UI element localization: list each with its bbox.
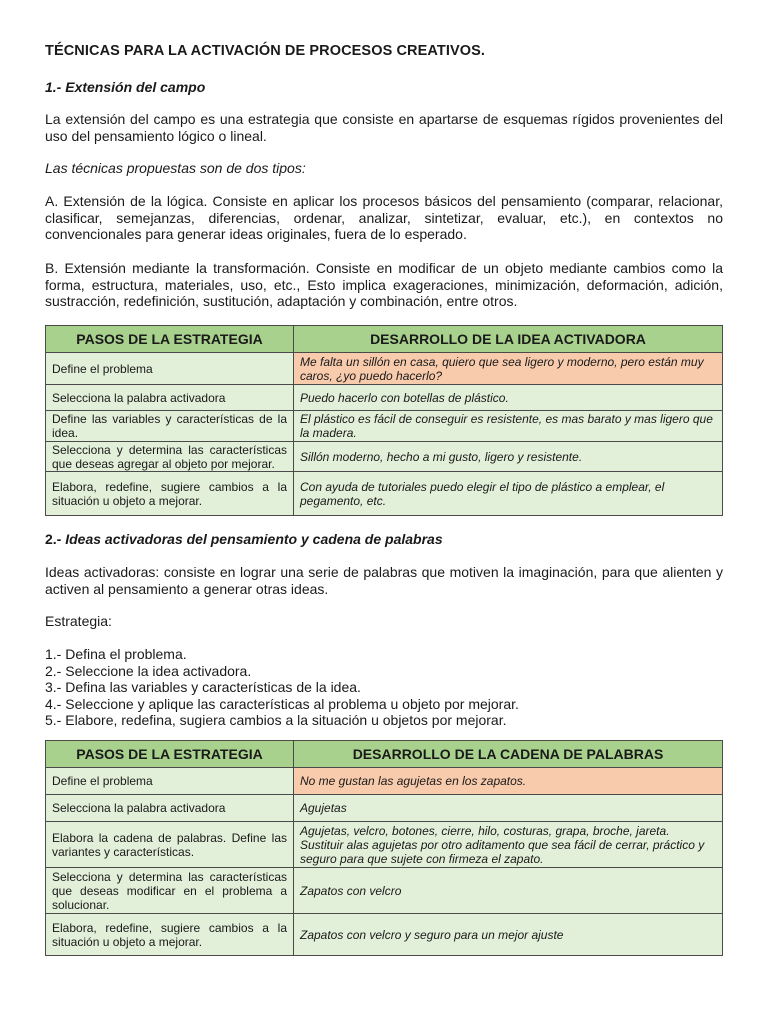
development-cell: No me gustan las agujetas en los zapatos. — [294, 768, 723, 795]
strategy-label: Estrategia: — [45, 613, 112, 629]
step-cell: Selecciona y determina las características que deseas modificar en el problema a solucionar. — [46, 868, 294, 914]
section1-intro: La extensión del campo es una estrategia que consiste en apartarse de esquemas rígidos provenientes del uso del pensamiento lógico o lineal. — [45, 111, 723, 144]
list-item: 1.- Defina el problema. — [45, 646, 187, 662]
table-header-row — [46, 741, 723, 768]
step-cell: Selecciona y determina las características que deseas agregar al objeto por mejorar. — [46, 442, 294, 472]
column-header-steps: PASOS DE LA ESTRATEGIA — [46, 741, 294, 768]
table-row — [46, 411, 723, 442]
list-item: 4.- Seleccione y aplique las características al problema u objeto por mejorar. — [45, 695, 519, 712]
development-cell: Con ayuda de tutoriales puedo elegir el tipo de plástico a emplear, el pegamento, etc. — [294, 472, 723, 516]
development-cell: Zapatos con velcro y seguro para un mejor ajuste — [294, 914, 723, 956]
step-cell: Define las variables y características de la idea. — [46, 411, 294, 442]
step-cell: Elabora, redefine, sugiere cambios a la situación u objeto a mejorar. — [46, 914, 294, 956]
table-row — [46, 385, 723, 411]
section2-heading — [45, 531, 723, 548]
activation-idea-table — [45, 325, 723, 516]
table-row — [46, 822, 723, 868]
section1-types-intro: Las técnicas propuestas son de dos tipos: — [45, 160, 306, 176]
word-chain-table — [45, 740, 723, 956]
step-cell: Elabora la cadena de palabras. Define las variantes y características. — [46, 822, 294, 868]
development-cell: Agujetas — [294, 795, 723, 822]
column-header-development: DESARROLLO DE LA CADENA DE PALABRAS — [294, 741, 723, 768]
table-row — [46, 868, 723, 914]
development-cell: Sillón moderno, hecho a mi gusto, ligero y resistente. — [294, 442, 723, 472]
table-row — [46, 353, 723, 385]
development-cell: El plástico es fácil de conseguir es resistente, es mas barato y mas ligero que la madera. — [294, 411, 723, 442]
section2-heading-number: 2.- — [45, 531, 62, 547]
development-cell: Puedo hacerlo con botellas de plástico. — [294, 385, 723, 411]
step-cell: Define el problema — [46, 353, 294, 385]
list-item: 3.- Defina las variables y características de la idea. — [45, 679, 361, 695]
list-item: 2.- Seleccione la idea activadora. — [45, 662, 252, 679]
section2-heading-text: Ideas activadoras del pensamiento y cadena de palabras — [65, 531, 443, 547]
list-item: 5.- Elabore, redefina, sugiera cambios a la situación u objetos por mejorar. — [45, 712, 507, 728]
column-header-development: DESARROLLO DE LA IDEA ACTIVADORA — [294, 326, 723, 353]
table-row — [46, 472, 723, 516]
table-row — [46, 768, 723, 795]
section2-intro: Ideas activadoras: consiste en lograr una serie de palabras que motiven la imaginación, para que alienten y activen al pensamiento a generar otras ideas. — [45, 564, 723, 597]
development-cell: Agujetas, velcro, botones, cierre, hilo, costuras, grapa, broche, jareta. Sustituir alas agujetas por otro aditamento que sea fácil de cerrar, práctico y seguro para que sujete con firmeza el zapato. — [294, 822, 723, 868]
step-cell: Selecciona la palabra activadora — [46, 795, 294, 822]
development-cell: Zapatos con velcro — [294, 868, 723, 914]
section1-heading: 1.- Extensión del campo — [45, 79, 206, 95]
strategy-steps-list — [45, 646, 723, 729]
step-cell: Elabora, redefine, sugiere cambios a la situación u objeto a mejorar. — [46, 472, 294, 516]
document-title: TÉCNICAS PARA LA ACTIVACIÓN DE PROCESOS CREATIVOS. — [45, 43, 486, 59]
table-row — [46, 442, 723, 472]
step-cell: Selecciona la palabra activadora — [46, 385, 294, 411]
table-row — [46, 795, 723, 822]
section1-type-a: A. Extensión de la lógica. Consiste en aplicar los procesos básicos del pensamiento (comparar, relacionar, clasificar, semejanzas, diferencias, ordenar, analizar, sintetizar, evaluar, etc.), en contextos no convencionales para generar ideas originales, fuera de lo esperado. — [45, 193, 723, 242]
step-cell: Define el problema — [46, 768, 294, 795]
development-cell: Me falta un sillón en casa, quiero que sea ligero y moderno, pero están muy caros, ¿yo puedo hacerlo? — [294, 353, 723, 385]
section1-type-b: B. Extensión mediante la transformación. Consiste en modificar de un objeto mediante cambios como la forma, estructura, materiales, uso, etc., Esto implica exageraciones, minimización, deformación, adición, sustracción, redefinición, sustitución, adaptación y combinación, entre otros. — [45, 260, 723, 309]
column-header-steps: PASOS DE LA ESTRATEGIA — [46, 326, 294, 353]
table-header-row — [46, 326, 723, 353]
table-row — [46, 914, 723, 956]
